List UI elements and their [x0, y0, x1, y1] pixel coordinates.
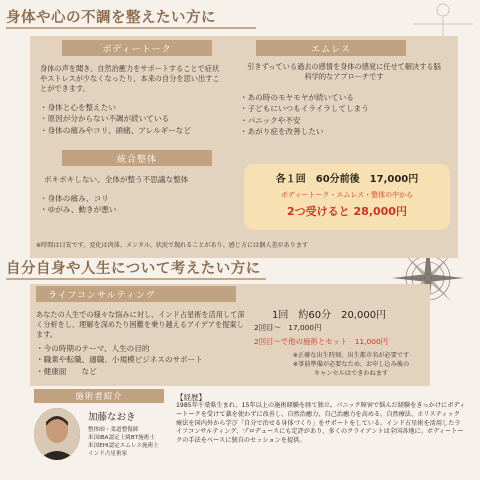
- note-line: キャンセルはできかねます: [313, 369, 389, 377]
- seitai-desc: ボキボキしない、全体が整う不思議な整体: [44, 175, 189, 184]
- credential: インド占星術家: [88, 451, 128, 458]
- credential: 米国EHI認定エムレス施術士: [88, 443, 159, 450]
- list-item: ・今の時期のテーマ、人生の目的: [36, 344, 150, 353]
- list-item: ・パニックや不安: [240, 115, 301, 125]
- list-item: ・あがり症を改善したい: [240, 127, 324, 137]
- career-label: 【経歴】: [176, 393, 206, 402]
- life-price-second: 2回目～ 17,000円: [254, 323, 322, 332]
- body-talk-desc: 身体の声を聞き、自然治癒力をサポートすることで症状やストレスが少なくなったり、本来の自分を思い出すことができます。: [40, 64, 220, 94]
- note-line: ※事前準備が必要なため、お申し込み後の: [292, 360, 410, 368]
- list-item: ・あの時のモヤモヤが続いている: [240, 93, 354, 102]
- avatar: [34, 408, 80, 460]
- note-line: ※正確な出生時刻、出生都市名が必要です: [292, 352, 410, 359]
- career-text: 1985年千葉県生まれ。15年以上の施術経験を経て独立。パニック障害で悩んだ経験をきっかけにボディートークを受けて薬を使わずに改善し、自然治癒力、自己治癒力を高める。自然療法、ホリスティック療法を国内外から学び「自分で治せる身体づくり」をサポートをしている。インド占星術を活用したライフコンサルティング、プロデュースにも定評があり、多くのクライアントは全国各地に。ボディートークの手法をベースに独自のセッションを提供。: [176, 402, 466, 445]
- credential: 米国IBA認定上級BT施術士: [88, 435, 155, 442]
- emless-list: [240, 92, 450, 138]
- seitai-label: 統合整体: [62, 150, 212, 166]
- price-sub: ボディートーク・エムレス・整体の中から: [280, 191, 414, 199]
- seitai-list: [40, 193, 220, 216]
- profile-label: 施術者紹介: [34, 389, 164, 403]
- section2-divider: [6, 278, 266, 280]
- list-item: ・健康面 など: [36, 366, 97, 376]
- section1-divider: [6, 27, 256, 29]
- life-notes: [266, 352, 436, 379]
- life-consulting-label: ライフコンサルティング: [36, 286, 236, 302]
- price-combo: 2つ受けると 28,000円: [287, 205, 407, 218]
- life-price-combo: 2回目～で他の施術とセット 11,000円: [254, 337, 389, 346]
- life-price-main: 1回 約60分 20,000円: [272, 310, 387, 321]
- profile-credentials: [88, 426, 188, 458]
- person-photo-icon: [34, 408, 80, 460]
- emless-label: エムレス: [256, 40, 406, 56]
- section1-title: 身体や心の不調を整えたい方に: [6, 10, 216, 26]
- credential: 整体師・柔道整復師: [88, 427, 139, 433]
- section1-note: ※時間は目安です。変化は肉体、メンタル、状況で現れることがあり、感じ方には個人差があります: [36, 242, 309, 249]
- list-item: ・原因が分からない不調が続いている: [40, 114, 170, 124]
- life-consulting-list: [36, 343, 256, 377]
- body-talk-list: [40, 102, 240, 136]
- life-consulting-desc: あなたの人生での様々な悩みに対し、インド占星術を活用して深く分析をし、理解を深めたり困難を乗り越えるアイデアを提案します。: [36, 310, 245, 340]
- list-item: ・ゆがみ、動きが悪い: [40, 205, 117, 215]
- list-item: ・子どもにいつもイライラしてしまう: [240, 104, 369, 114]
- list-item: ・身体の痛みやコリ、頭痛、アレルギーなど: [40, 125, 191, 135]
- list-item: ・身体の痛み、コリ: [40, 194, 109, 203]
- body-talk-label: ボディートーク: [62, 40, 212, 56]
- emless-desc: 引きずっている過去の感情を身体の感覚に任せて解決する脳科学的なアプローチです: [247, 62, 441, 82]
- profile-name: 加藤なおき: [88, 412, 136, 423]
- list-item: ・身体と心を整えたい: [40, 103, 116, 112]
- section2-title: 自分自身や人生について考えたい方に: [6, 261, 261, 277]
- list-item: ・職業や転職、適職、小規模ビジネスのサポート: [36, 355, 203, 365]
- price-main: 各１回 60分前後 17,000円: [275, 174, 419, 185]
